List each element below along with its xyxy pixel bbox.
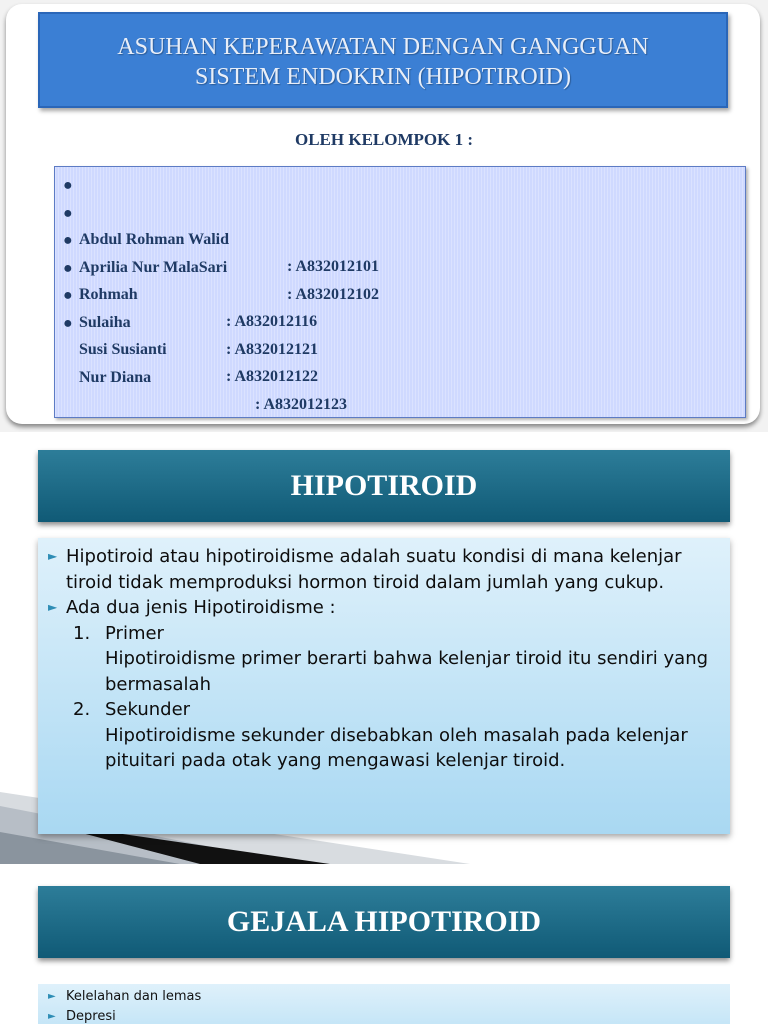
slide-title (0, 0, 768, 432)
member-list (54, 166, 746, 418)
bullet-dot-icon: ● (63, 287, 73, 305)
member-item: ● Nur Diana : A832012123 (63, 310, 745, 338)
section-title: GEJALA HIPOTIROID (38, 886, 730, 958)
arrow-bullet-icon: ► (48, 549, 58, 563)
bullet-item: ► Hipotiroid atau hipotiroidisme adalah suatu kondisi di mana kelenjar tiroid tidak memproduksi hormon tiroid dalam jumlah yang cukup. (48, 546, 682, 593)
numbered-item: 2. Sekunder (73, 699, 191, 720)
member-item: ● Sulaiha : A832012121 (63, 255, 745, 283)
bullet-dot-icon: ● (63, 314, 73, 332)
member-item: ● Aprilia Nur MalaSari : A832012102 (63, 200, 745, 228)
content-box (38, 538, 730, 834)
slide-gejala (0, 864, 768, 1024)
numbered-item: 1. Primer (73, 622, 164, 644)
bullet-item: ► Ada dua jenis Hipotiroidisme : (48, 595, 720, 621)
presentation-title (38, 12, 728, 108)
member-item: ● Susi Susianti : A832012122 (63, 282, 745, 310)
arrow-bullet-icon: ► (48, 1011, 56, 1022)
title-line-1: ASUHAN KEPERAWATAN DENGAN GANGGUAN (117, 34, 649, 60)
bullet-dot-icon: ● (63, 177, 73, 194)
bullet-item: ► Depresi (48, 1007, 720, 1024)
bullet-dot-icon: ● (63, 232, 73, 250)
arrow-bullet-icon: ► (48, 991, 56, 1002)
member-item: ● Rohmah : A832012116 (63, 227, 745, 255)
numbered-item-desc: Hipotiroidisme primer berarti bahwa kelenjar tiroid itu sendiri yang bermasalah (105, 648, 709, 695)
numbered-item-desc: Hipotiroidisme sekunder disebabkan oleh masalah pada kelenjar pituitari pada otak yang mengawasi kelenjar tiroid. (105, 724, 688, 771)
section-title: HIPOTIROID (38, 450, 730, 522)
bullet-item: ► Kelelahan dan lemas (48, 987, 720, 1007)
group-label: OLEH KELOMPOK 1 : (294, 130, 474, 149)
arrow-bullet-icon: ► (48, 600, 58, 614)
slide-hipotiroid (0, 432, 768, 864)
bullet-dot-icon: ● (63, 204, 73, 222)
bullet-dot-icon: ● (63, 259, 73, 277)
content-box (38, 984, 730, 1024)
member-item: ● Abdul Rohman Walid : A832012101 (63, 172, 745, 200)
title-line-2: SISTEM ENDOKRIN (HIPOTIROID) (195, 64, 571, 90)
